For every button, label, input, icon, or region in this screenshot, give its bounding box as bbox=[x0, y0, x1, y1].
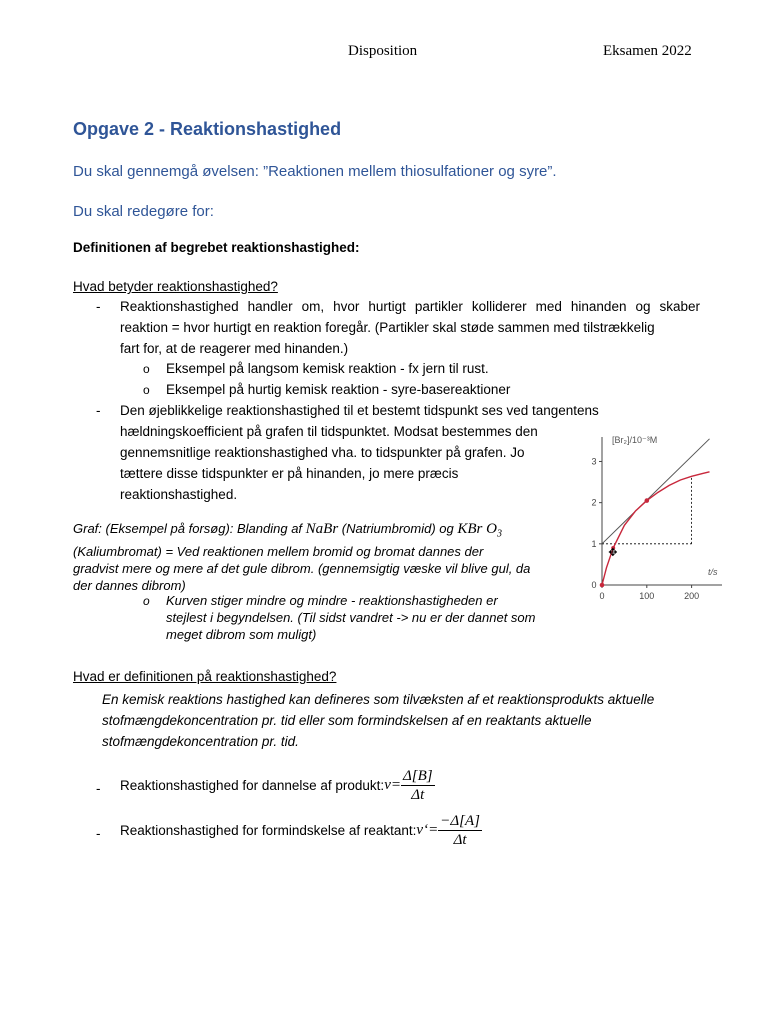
formula-label: Reaktionshastighed for dannelse af produkt: bbox=[120, 778, 385, 793]
formula-lhs: v‘= bbox=[416, 822, 439, 838]
bullet-dash: - bbox=[96, 299, 101, 314]
bullet-1-line: Reaktionshastighed handler om, hvor hurtigt partikler kolliderer med hinanden og skaber bbox=[120, 299, 700, 314]
data-point bbox=[645, 498, 650, 503]
sub-bullet-1: Eksempel på langsom kemisk reaktion - fx jern til rust. bbox=[166, 361, 489, 376]
circle-bullet: o bbox=[143, 594, 150, 608]
bullet-dash: - bbox=[96, 826, 101, 841]
bullet-dash: - bbox=[96, 781, 101, 796]
move-cursor-icon: ✥ bbox=[608, 545, 618, 559]
graph-sub-line: stejlest i begyndelsen. (Til sidst vandret -> nu er der dannet som bbox=[166, 610, 536, 625]
graph-paragraph bbox=[73, 520, 553, 594]
graph-sub-line: meget dibrom som muligt) bbox=[166, 627, 317, 642]
bullet-dash: - bbox=[96, 403, 101, 418]
graph-sub-line: Kurven stiger mindre og mindre - reaktionshastigheden er bbox=[166, 593, 498, 608]
bullet-2-line: Den øjeblikkelige reaktionshastighed til et bestemt tidspunkt ses ved tangentens bbox=[120, 403, 599, 418]
question-1: Hvad betyder reaktionshastighed? bbox=[73, 279, 278, 294]
graph-prefix: Graf: (Eksempel på forsøg): Blanding af bbox=[73, 521, 306, 536]
page-title: Opgave 2 - Reaktionshastighed bbox=[73, 119, 342, 139]
circle-bullet: o bbox=[143, 383, 150, 397]
formula-nabr: NaBr bbox=[305, 521, 339, 537]
definition-text bbox=[102, 689, 654, 752]
y-tick-label: 3 bbox=[591, 456, 597, 467]
tangent-line bbox=[602, 439, 710, 544]
formula-kbro: KBr O bbox=[457, 521, 497, 537]
formula-product bbox=[120, 767, 435, 804]
bullet-2-line: reaktionshastighed. bbox=[120, 487, 238, 502]
formula-subscript: 3 bbox=[496, 528, 502, 540]
bullet-2-text bbox=[120, 400, 599, 505]
section-heading: Definitionen af begrebet reaktionshastighed: bbox=[73, 240, 360, 255]
definition-line: stofmængdekoncentration pr. tid. bbox=[102, 734, 299, 749]
bullet-2-line: tættere disse tidspunkter er på hinanden, jo mere præcis bbox=[120, 466, 459, 481]
fraction-numerator: −Δ[A] bbox=[440, 813, 480, 829]
bullet-2-line: hældningskoefficient på grafen til tidspunktet. Modsat bestemmes den bbox=[120, 424, 538, 439]
header-right: Eksamen 2022 bbox=[603, 43, 692, 59]
circle-bullet: o bbox=[143, 362, 150, 376]
formula-label: Reaktionshastighed for formindskelse af reaktant: bbox=[120, 823, 417, 838]
bullet-1-line: fart for, at de reagerer med hinanden.) bbox=[120, 341, 349, 356]
bullet-1-text bbox=[120, 296, 700, 359]
y-tick-label: 1 bbox=[591, 538, 597, 549]
definition-line: stofmængdekoncentration pr. tid eller som formindskelsen af en reaktants aktuelle bbox=[102, 713, 592, 728]
definition-line: En kemisk reaktions hastighed kan defineres som tilvæksten af et reaktionsprodukts aktuelle bbox=[102, 692, 655, 707]
question-2: Hvad er definitionen på reaktionshastighed? bbox=[73, 669, 337, 684]
intro-line-1: Du skal gennemgå øvelsen: ”Reaktionen mellem thiosulfationer og syre”. bbox=[73, 163, 557, 180]
y-axis-label: [Br₂]/10⁻³M bbox=[612, 435, 658, 445]
graph-line: (Kaliumbromat) = Ved reaktionen mellem bromid og bromat dannes der bbox=[73, 543, 484, 559]
fraction-denominator: Δt bbox=[411, 787, 425, 803]
sub-bullet-2: Eksempel på hurtig kemisk reaktion - syre-basereaktioner bbox=[166, 382, 511, 397]
graph-sub-text bbox=[166, 592, 536, 643]
fraction bbox=[401, 767, 435, 804]
formula-lhs: v= bbox=[384, 777, 401, 793]
bullet-2-line: gennemsnitlige reaktionshastighed vha. to tidspunkter på grafen. Jo bbox=[120, 445, 525, 460]
y-tick-label: 2 bbox=[591, 497, 597, 508]
header-center: Disposition bbox=[348, 43, 418, 59]
x-axis-label: t/s bbox=[708, 567, 718, 577]
graph-line: der dannes dibrom) bbox=[73, 577, 186, 593]
x-tick-label: 100 bbox=[639, 591, 655, 601]
formula-reactant bbox=[120, 812, 482, 849]
graph-line: gradvist mere og mere af det gule dibrom. (gennemsigtig væske vil blive gul, da bbox=[73, 560, 531, 576]
y-tick-label: 0 bbox=[591, 580, 597, 590]
graph-middle: (Natriumbromid) og bbox=[338, 521, 458, 536]
data-point bbox=[600, 583, 605, 588]
fraction bbox=[438, 812, 482, 849]
x-tick-label: 0 bbox=[599, 591, 605, 601]
reaction-chart bbox=[580, 425, 730, 610]
intro-line-2: Du skal redegøre for: bbox=[73, 203, 214, 220]
fraction-numerator: Δ[B] bbox=[402, 768, 433, 784]
x-tick-label: 200 bbox=[684, 591, 700, 601]
fraction-denominator: Δt bbox=[453, 832, 467, 848]
bullet-1-line: reaktion = hvor hurtigt en reaktion foregår. (Partikler skal støde sammen med tilstrækkelig bbox=[120, 320, 655, 335]
